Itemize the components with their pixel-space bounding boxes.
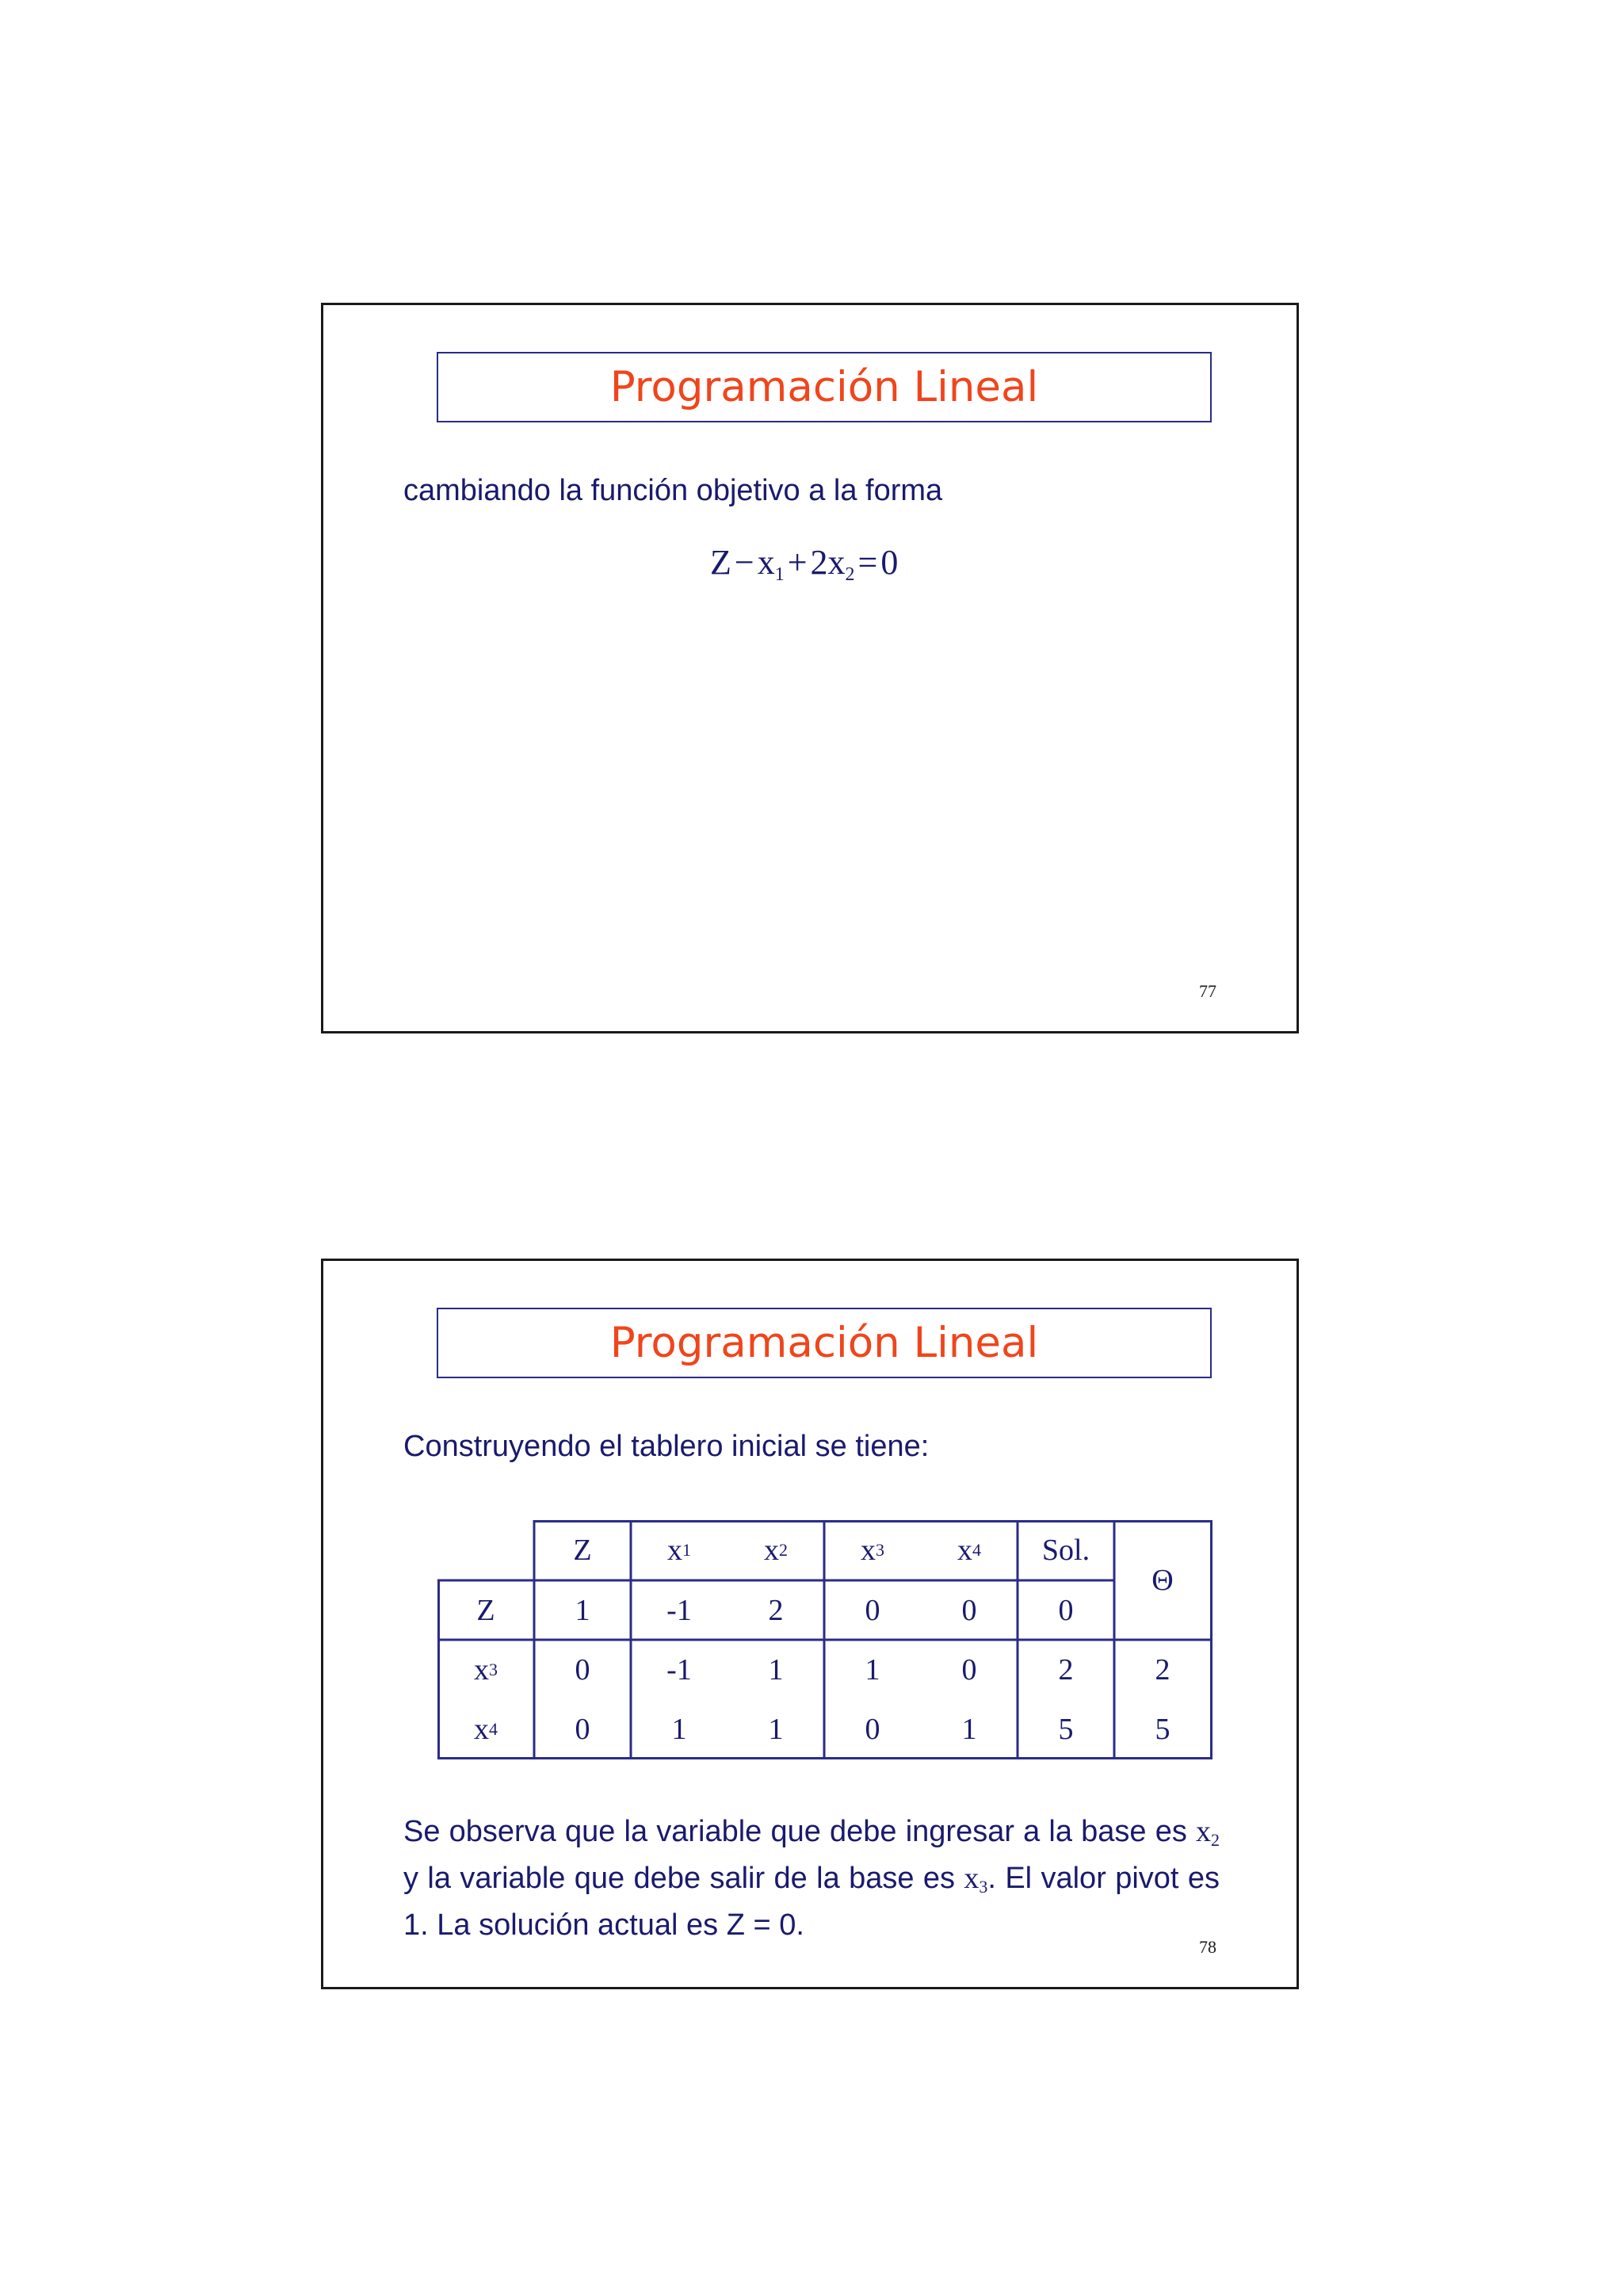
formula-2x2: 2x (810, 543, 846, 582)
tableau-value-cell: 1 (961, 1712, 977, 1746)
tableau-value-cell: -1 (666, 1593, 692, 1627)
tableau-basis-cell: x 4 (474, 1712, 498, 1746)
tableau-value-cell: 2 (768, 1593, 784, 1627)
formula-rhs: 0 (880, 543, 899, 582)
slide-title: Programación Lineal (609, 1319, 1039, 1367)
tableau-value-cell: 1 (768, 1652, 784, 1687)
tableau-value-cell: 0 (865, 1712, 880, 1746)
tableau-header-cell: x 3 (861, 1533, 884, 1567)
tableau-value-cell: 2 (1058, 1652, 1074, 1687)
simplex-tableau (437, 1520, 1212, 1759)
formula-minus: − (734, 543, 754, 582)
formula-equals: = (857, 543, 878, 582)
slide-title: Programación Lineal (609, 363, 1039, 411)
slide-title-box (437, 352, 1212, 422)
tableau-value-cell: 5 (1058, 1712, 1074, 1746)
tableau-value-cell: 0 (961, 1593, 977, 1627)
tableau-header-cell: x 1 (667, 1533, 691, 1567)
tableau-value-cell: 1 (768, 1712, 784, 1746)
slide-77 (321, 303, 1299, 1033)
tableau-value-cell: 1 (865, 1652, 880, 1687)
tableau-header-cell: Sol. (1041, 1533, 1090, 1567)
tableau-theta-cell: 2 (1155, 1652, 1170, 1687)
tableau-value-cell: 0 (1058, 1593, 1074, 1627)
slide-title-box (437, 1308, 1212, 1378)
formula-x2-sub: 2 (845, 564, 855, 585)
objective-function-formula (710, 542, 898, 586)
tableau-value-cell: 0 (961, 1652, 977, 1687)
formula-plus: + (787, 543, 808, 582)
formula-x1-sub: 1 (774, 564, 785, 585)
tableau-value-cell: 0 (575, 1712, 590, 1746)
tableau-theta-cell: 5 (1155, 1712, 1170, 1746)
entering-variable-sub: 2 (1211, 1830, 1220, 1850)
tableau-basis-cell: x 3 (474, 1652, 498, 1687)
page-number: 78 (1199, 1937, 1216, 1957)
tableau-value-cell: 0 (575, 1652, 590, 1687)
tableau-basis-cell: Z (476, 1593, 495, 1627)
leaving-variable-sub: 3 (979, 1877, 988, 1897)
conclusion-part1: Se observa que la variable que debe ingresar a la base es (403, 1815, 1196, 1848)
tableau-value-cell: -1 (666, 1652, 692, 1687)
tableau-value-cell: 1 (575, 1593, 590, 1627)
formula-z: Z (710, 543, 731, 582)
slide-body-text: Construyendo el tablero inicial se tiene: (403, 1430, 930, 1463)
tableau-header-cell: Z (573, 1533, 592, 1567)
slide-body-text: cambiando la función objetivo a la forma (403, 474, 943, 507)
tableau-header-cell: x 4 (957, 1533, 981, 1567)
formula-x1: x (757, 543, 775, 582)
entering-variable: x (1196, 1815, 1211, 1848)
page-number: 77 (1199, 981, 1216, 1001)
conclusion-text (403, 1813, 1220, 1945)
conclusion-part2: y la variable que debe salir de la base es (403, 1862, 964, 1895)
tableau-value-cell: 1 (671, 1712, 687, 1746)
leaving-variable: x (964, 1862, 980, 1895)
tableau-value-cell: 0 (865, 1593, 880, 1627)
slide-78 (321, 1259, 1299, 1989)
tableau-theta-header: Θ (1151, 1563, 1174, 1597)
conclusion-part3: . El valor pivot es 1. La solución actual es Z = 0. (403, 1862, 1220, 1942)
tableau-header-cell: x 2 (764, 1533, 788, 1567)
